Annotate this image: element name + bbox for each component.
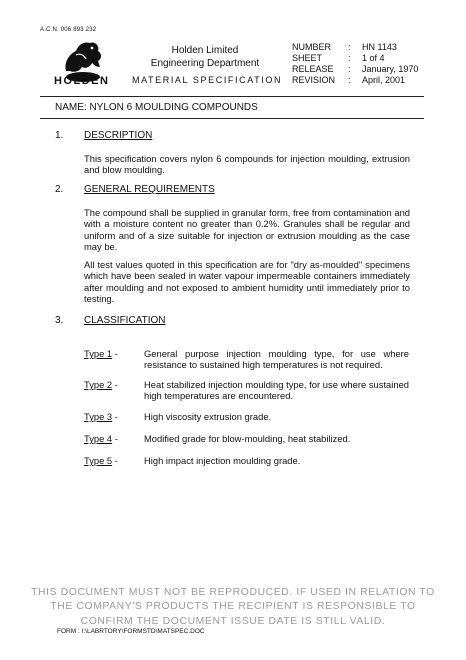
type-label: Type 1 <box>84 348 113 359</box>
description-paragraph: This specification covers nylon 6 compounds for injection moulding, extrusion and blow moulding. <box>84 153 410 176</box>
section-number: 2. <box>55 184 64 195</box>
meta-value: HN 1143 <box>362 42 397 52</box>
meta-label: SHEET <box>292 53 323 63</box>
section-title: GENERAL REQUIREMENTS <box>84 184 215 195</box>
notice-line-3: CONFIRM THE DOCUMENT ISSUE DATE IS STILL VALID. <box>80 615 386 627</box>
type-label: Type 5 <box>84 455 113 466</box>
type-label: Type 4 <box>84 433 113 444</box>
type-description: High impact injection moulding grade. <box>144 455 301 466</box>
general-paragraph-1: The compound shall be supplied in granular form, free from contamination and with a moisture content no greater than 0.2%. Granules shall be regular and uniform and of a size suitable for injection or extrusion moulding as the case may be. <box>84 207 410 253</box>
specification-name: NAME: NYLON 6 MOULDING COMPOUNDS <box>55 102 258 113</box>
meta-value: April, 2001 <box>362 75 406 85</box>
document-type: MATERIAL SPECIFICATION <box>132 75 283 85</box>
notice-line-2: THE COMPANY'S PRODUCTS THE RECIPIENT IS RESPONSIBLE TO <box>50 601 416 613</box>
type-description: General purpose injection moulding type, for use where resistance to sustained high temperatures is not required. <box>144 348 409 371</box>
acn-number: A.C.N. 006 893 232 <box>40 27 97 33</box>
section-number: 3. <box>55 315 64 326</box>
type-description: High viscosity extrusion grade. <box>144 411 272 422</box>
notice-line-1: THIS DOCUMENT MUST NOT BE REPRODUCED. IF USED IN RELATION TO <box>31 587 435 598</box>
meta-value: 1 of 4 <box>362 53 385 63</box>
brand-wordmark: HOLDEN <box>54 75 110 87</box>
company-block <box>130 44 280 70</box>
document-meta-table <box>292 42 418 86</box>
meta-row-release: RELEASE : January, 1970 <box>292 64 419 74</box>
reproduction-notice <box>30 586 436 629</box>
form-path: FORM : I:\LABRTORY\FORMSTD\MATSPEC.DOC <box>57 628 205 635</box>
type-label: Type 3 <box>84 411 113 422</box>
section-number: 1. <box>55 130 64 141</box>
general-paragraph-2: All test values quoted in this specification are for "dry as-moulded" specimens which have been sealed in water vapour impermeable containers immediately after moulding and not exposed to ambient humidity until immediately prior to testing. <box>84 259 410 305</box>
meta-row-revision: REVISION : April, 2001 <box>292 75 406 85</box>
meta-row-number: NUMBER : HN 1143 <box>292 42 397 52</box>
type-label: Type 2 <box>84 379 113 390</box>
meta-row-sheet: SHEET : 1 of 4 <box>292 53 385 63</box>
name-rule <box>40 118 424 119</box>
section-title: CLASSIFICATION <box>84 315 166 326</box>
meta-label: NUMBER <box>292 42 332 52</box>
meta-label: REVISION <box>292 75 336 85</box>
type-description: Heat stabilized injection moulding type, for use where sustained high temperatures are encountered. <box>144 379 409 402</box>
company-name: Holden Limited <box>171 45 239 56</box>
meta-label: RELEASE <box>292 64 334 74</box>
department-name: Engineering Department <box>150 58 260 69</box>
header-rule <box>40 96 424 97</box>
section-title: DESCRIPTION <box>84 130 153 141</box>
meta-value: January, 1970 <box>362 64 419 74</box>
type-description: Modified grade for blow-moulding, heat stabilized. <box>144 433 351 444</box>
